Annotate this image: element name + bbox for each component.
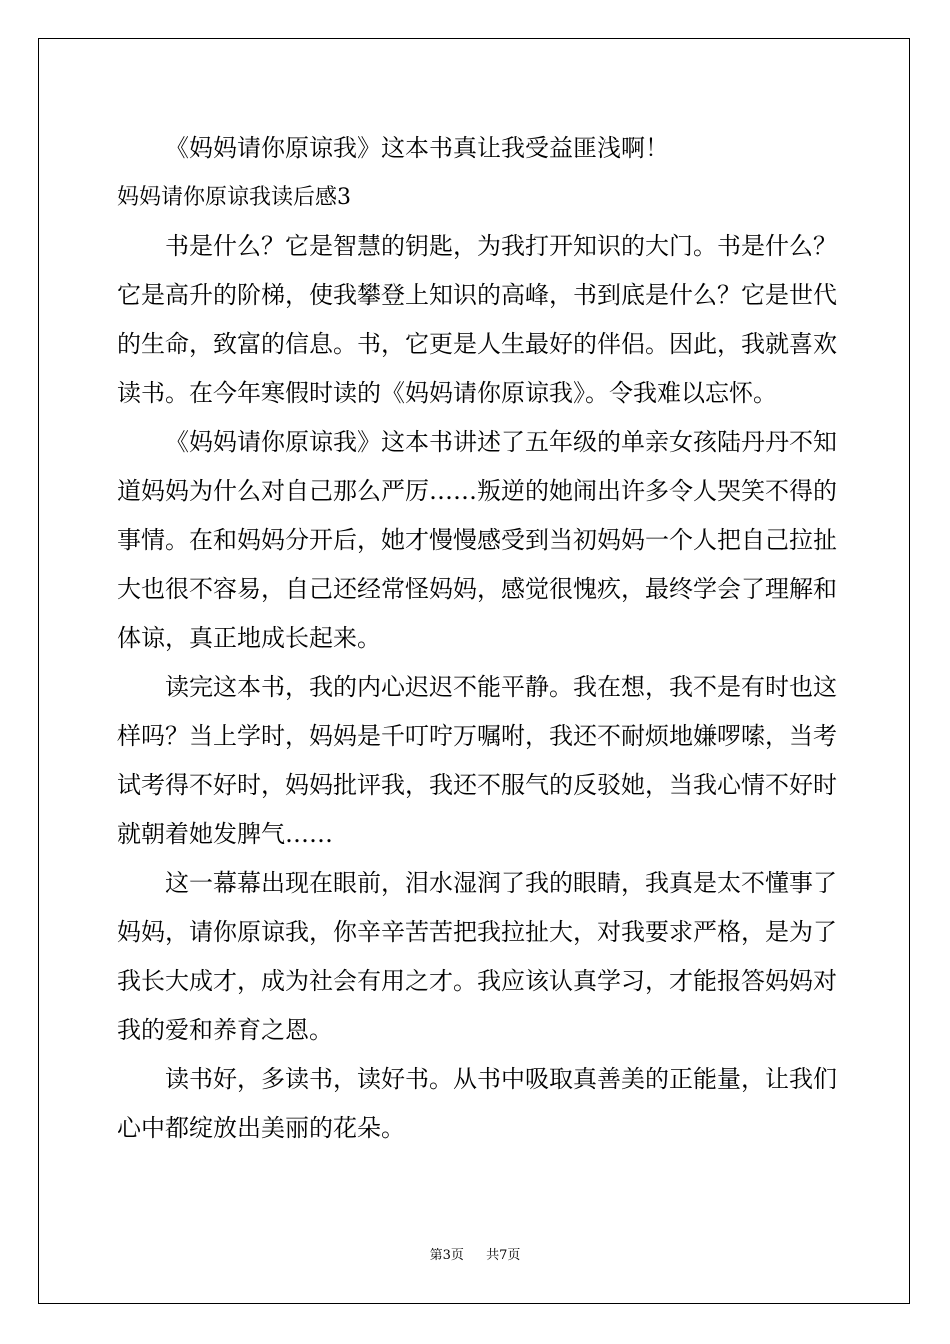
paragraph-1: 书是什么？它是智慧的钥匙，为我打开知识的大门。书是什么？它是高升的阶梯，使我攀登上知识的高峰，书到底是什么？它是世代的生命，致富的信息。书，它更是人生最好的伴侣。因此，我就喜欢读书。在今年寒假时读的《妈妈请你原谅我》。令我难以忘怀。 bbox=[117, 232, 837, 407]
page-total: 共7页 bbox=[486, 1248, 521, 1263]
section-title: 妈妈请你原谅我读后感3 bbox=[117, 185, 351, 210]
paragraph-5: 读书好，多读书，读好书。从书中吸取真善美的正能量，让我们心中都绽放出美丽的花朵。 bbox=[117, 1065, 837, 1142]
page-footer bbox=[0, 1244, 950, 1263]
paragraph-2: 《妈妈请你原谅我》这本书讲述了五年级的单亲女孩陆丹丹不知道妈妈为什么对自己那么严厉……叛逆的她闹出许多令人哭笑不得的事情。在和妈妈分开后，她才慢慢感受到当初妈妈一个人把自己拉扯大也很不容易，自己还经常怪妈妈，感觉很愧疚，最终学会了理解和体谅，真正地成长起来。 bbox=[117, 428, 837, 652]
intro-line: 《妈妈请你原谅我》这本书真让我受益匪浅啊！ bbox=[165, 134, 669, 162]
document-body bbox=[117, 124, 837, 1153]
paragraph-4: 这一幕幕出现在眼前，泪水湿润了我的眼睛，我真是太不懂事了妈妈，请你原谅我，你辛辛苦苦把我拉扯大，对我要求严格，是为了我长大成才，成为社会有用之才。我应该认真学习，才能报答妈妈对我的爱和养育之恩。 bbox=[117, 869, 837, 1044]
page-number: 第3页 bbox=[429, 1248, 464, 1263]
paragraph-3: 读完这本书，我的内心迟迟不能平静。我在想，我不是有时也这样吗？当上学时，妈妈是千叮咛万嘱咐，我还不耐烦地嫌啰嗦，当考试考得不好时，妈妈批评我，我还不服气的反驳她，当我心情不好时就朝着她发脾气…… bbox=[117, 673, 837, 848]
